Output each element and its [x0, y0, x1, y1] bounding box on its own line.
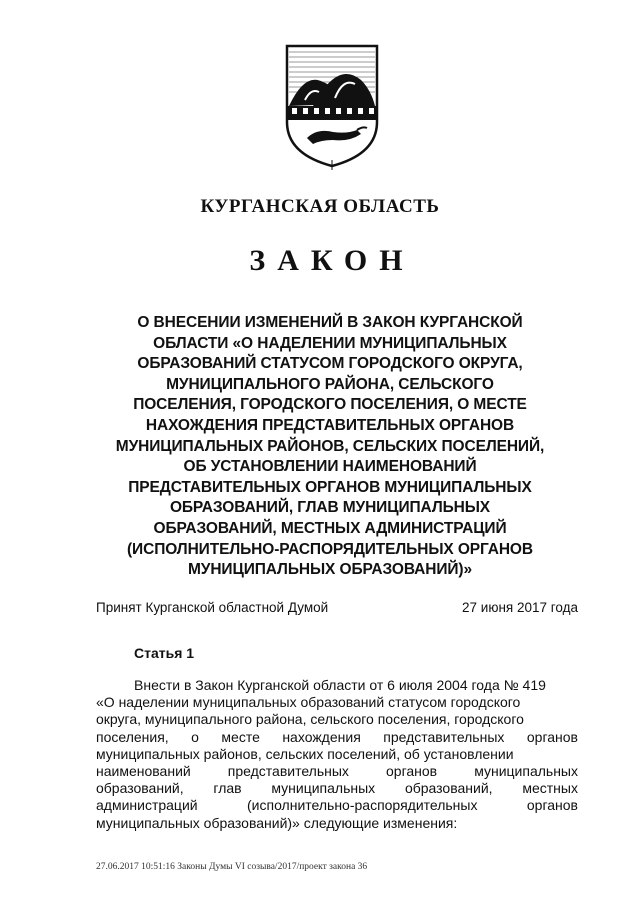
- body-word: образований,: [404, 780, 493, 797]
- body-line: округа, муниципального района, сельского поселения, городского: [96, 711, 524, 728]
- body-word: администраций: [96, 797, 198, 814]
- body-word: нахождения: [282, 728, 361, 745]
- body-line: [96, 729, 578, 746]
- title-line: МУНИЦИПАЛЬНЫХ ОБРАЗОВАНИЙ)»: [187, 561, 472, 579]
- title-line: ОБ УСТАНОВЛЕНИИ НАИМЕНОВАНИЙ: [183, 458, 477, 476]
- title-line: О ВНЕСЕНИИ ИЗМЕНЕНИЙ В ЗАКОН КУРГАНСКОЙ: [137, 314, 523, 331]
- title-line: (ИСПОЛНИТЕЛЬНО-РАСПОРЯДИТЕЛЬНЫХ ОРГАНОВ: [127, 540, 533, 558]
- title-line: ОБРАЗОВАНИЙ СТАТУСОМ ГОРОДСКОГО ОКРУГА,: [137, 355, 523, 373]
- title-line: НАХОЖДЕНИЯ ПРЕДСТАВИТЕЛЬНЫХ ОРГАНОВ: [145, 416, 515, 434]
- body-word: глав: [213, 780, 242, 797]
- body-line: «О наделении муниципальных образований статусом городского: [96, 694, 521, 711]
- body-word: муниципальных: [271, 780, 376, 797]
- body-line: Внести в Закон Курганской области от 6 июля 2004 года № 419: [134, 677, 546, 693]
- body-word: поселения,: [96, 728, 169, 745]
- body-line: муниципальных районов, сельских поселений, об установлении: [96, 745, 514, 762]
- adoption-date: 27 июня 2017 года: [462, 600, 578, 615]
- title-line: МУНИЦИПАЛЬНЫХ РАЙОНОВ, СЕЛЬСКИХ ПОСЕЛЕНИЙ,: [115, 437, 545, 455]
- title-line: ПОСЕЛЕНИЯ, ГОРОДСКОГО ПОСЕЛЕНИЯ, О МЕСТЕ: [133, 396, 527, 414]
- body-word: образований,: [96, 780, 184, 797]
- body-word: органов: [526, 728, 578, 745]
- article-body: [96, 677, 578, 832]
- title-line: ОБРАЗОВАНИЙ, МЕСТНЫХ АДМИНИСТРАЦИЙ: [153, 519, 507, 537]
- body-word: органов: [386, 763, 438, 780]
- body-line: [96, 797, 578, 814]
- region-name: КУРГАНСКАЯ ОБЛАСТЬ: [200, 196, 440, 217]
- body-word: о: [191, 728, 199, 745]
- title-line: ОБРАЗОВАНИЙ, ГЛАВ МУНИЦИПАЛЬНЫХ: [169, 499, 491, 517]
- body-word: месте: [221, 728, 260, 745]
- article-heading: Статья 1: [134, 645, 195, 661]
- title-line: ОБЛАСТИ «О НАДЕЛЕНИИ МУНИЦИПАЛЬНЫХ: [153, 334, 507, 352]
- law-title: [80, 313, 580, 581]
- body-line: [96, 763, 578, 780]
- body-word: представительных: [383, 728, 505, 745]
- body-word: местных: [522, 780, 578, 797]
- adoption-statement: Принят Курганской областной Думой: [96, 600, 329, 615]
- document-type: ЗАКОН: [249, 244, 415, 277]
- body-line: муниципальных образований)» следующие изменения:: [96, 814, 458, 831]
- body-word: наименований: [96, 763, 191, 780]
- body-line: [96, 780, 578, 797]
- body-word: органов: [526, 797, 578, 814]
- title-line: ПРЕДСТАВИТЕЛЬНЫХ ОРГАНОВ МУНИЦИПАЛЬНЫХ: [128, 478, 532, 496]
- body-word: (исполнительно-распорядительных: [247, 797, 478, 814]
- body-word: муниципальных: [474, 763, 578, 780]
- coat-of-arms-icon: [283, 42, 381, 170]
- title-line: МУНИЦИПАЛЬНОГО РАЙОНА, СЕЛЬСКОГО: [166, 375, 494, 393]
- document-footer: 27.06.2017 10:51:16 Законы Думы VI созыва/2017/проект закона 36: [96, 862, 368, 872]
- body-word: представительных: [227, 763, 349, 780]
